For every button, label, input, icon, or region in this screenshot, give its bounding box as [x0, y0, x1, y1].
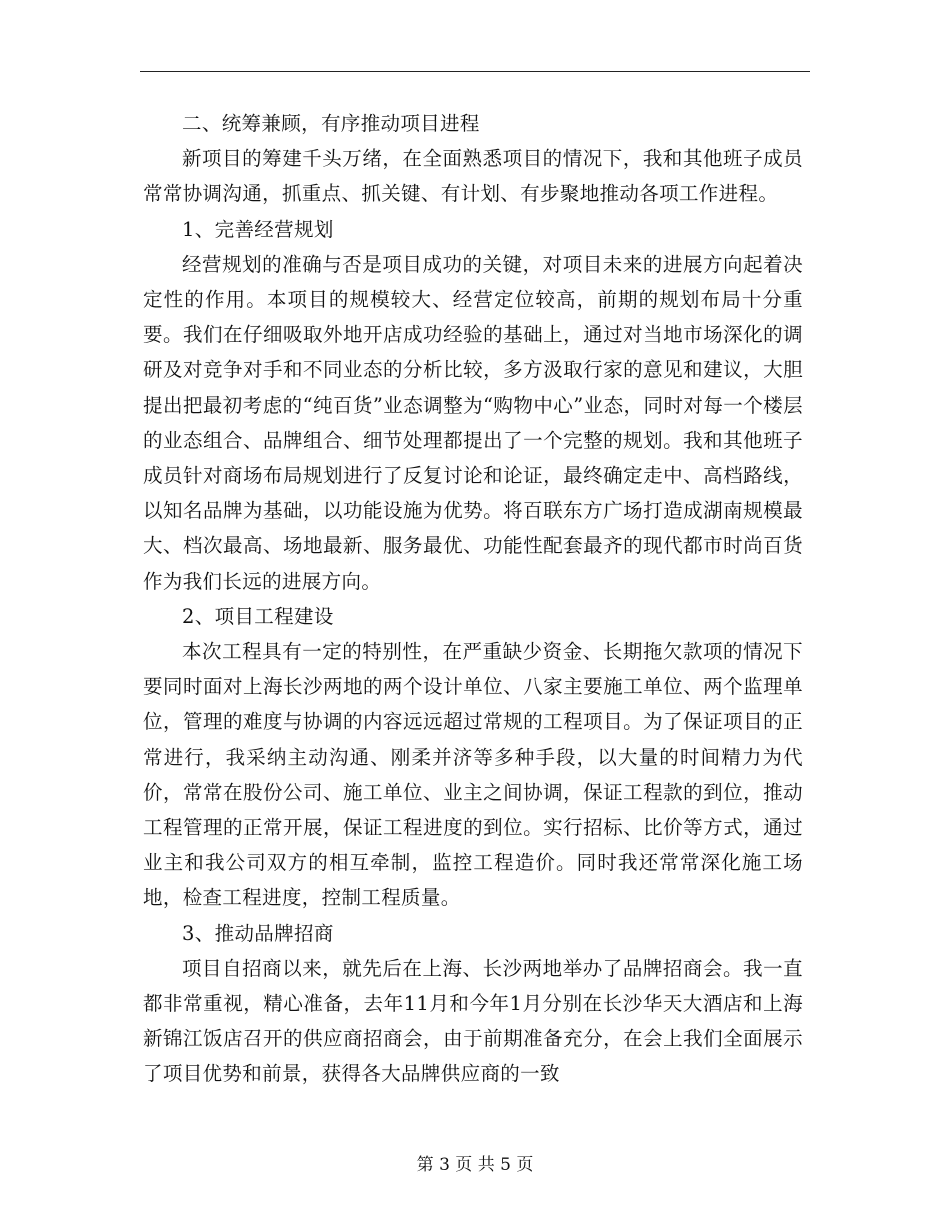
document-body: [143, 106, 803, 1092]
section-heading: 二、统筹兼顾，有序推动项目进程: [182, 112, 480, 135]
header-rule: [140, 71, 810, 72]
page-number: 第 3 页 共 5 页: [416, 1155, 534, 1175]
paragraph: 新项目的筹建千头万绪，在全面熟悉项目的情况下，我和其他班子成员常常协调沟通，抓重点、抓关键、有计划、有步聚地推动各项工作进程。: [143, 147, 803, 206]
paragraph: 经营规划的准确与否是项目成功的关键，对项目未来的进展方向起着决定性的作用。本项目的规模较大、经营定位较高，前期的规划布局十分重要。我们在仔细吸取外地开店成功经验的基础上，通过对当地市场深化的调研及对竞争对手和不同业态的分析比较，多方汲取行家的意见和建议，大胆提出把最初考虑的“纯百货”业态调整为“购物中心”业态，同时对每一个楼层的业态组合、品牌组合、细节处理都提出了一个完整的规划。我和其他班子成员针对商场布局规划进行了反复讨论和论证，最终确定走中、高档路线，以知名品牌为基础，以功能设施为优势。将百联东方广场打造成湖南规模最大、档次最高、场地最新、服务最优、功能性配套最齐的现代都市时尚百货作为我们长远的进展方向。: [143, 252, 803, 593]
paragraph: 项目自招商以来，就先后在上海、长沙两地举办了品牌招商会。我一直都非常重视，精心准备，去年11月和今年1月分别在长沙华天大酒店和上海新锦江饭店召开的供应商招商会，由于前期准备充分，在会上我们全面展示了项目优势和前景，获得各大品牌供应商的一致: [143, 956, 803, 1086]
subsection-heading: 1、完善经营规划: [182, 217, 334, 241]
subsection-heading: 2、项目工程建设: [182, 604, 334, 628]
subsection-heading: 3、推动品牌招商: [182, 921, 334, 945]
paragraph: 本次工程具有一定的特别性，在严重缺少资金、长期拖欠款项的情况下要同时面对上海长沙两地的两个设计单位、八家主要施工单位、两个监理单位，管理的难度与协调的内容远远超过常规的工程项目。为了保证项目的正常进行，我采纳主动沟通、刚柔并济等多种手段，以大量的时间精力为代价，常常在股份公司、施工单位、业主之间协调，保证工程款的到位，推动工程管理的正常开展，保证工程进度的到位。实行招标、比价等方式，通过业主和我公司双方的相互牵制，监控工程造价。同时我还常常深化施工场地，检查工程进度，控制工程质量。: [143, 640, 803, 910]
